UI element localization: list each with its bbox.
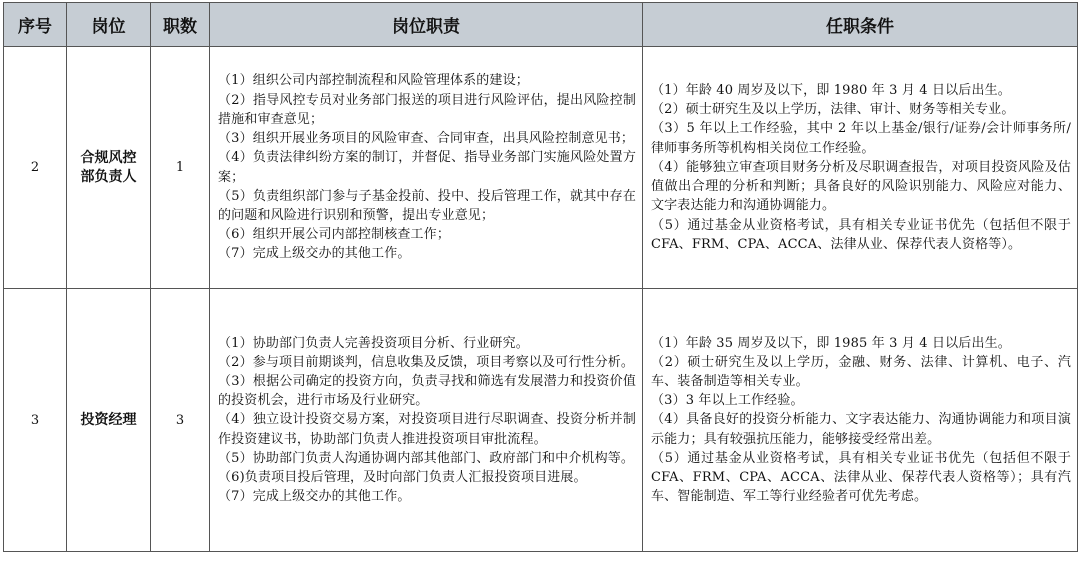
requirement-item: （1）年龄 40 周岁及以下，即 1980 年 3 月 4 日以后出生。	[651, 83, 1011, 99]
position-line: 部负责人	[80, 168, 137, 185]
count-cell: 1	[151, 47, 210, 289]
table-row	[4, 289, 1078, 552]
seq-cell: 2	[4, 47, 67, 289]
count-cell: 3	[151, 289, 210, 552]
duty-item: （5）负责组织部门参与子基金投前、投中、投后管理工作，就其中存在的问题和风险进行识别和预警，提出专业意见；	[218, 188, 636, 223]
requirement-item: （5）通过基金从业资格考试，具有相关专业证书优先（包括但不限于 CFA、FRM、CPA、ACCA、法律从业、保荐代表人资格等）。	[651, 217, 1071, 252]
requirement-item: （3）5 年以上工作经验，其中 2 年以上基金/银行/证券/会计师事务所/律师事务所等机构相关岗位工作经验。	[651, 121, 1071, 156]
position-cell	[67, 289, 151, 552]
requirement-item: （4）具备良好的投资分析能力、文字表达能力、沟通协调能力和项目演示能力；具有较强抗压能力，能够接受经常出差。	[651, 412, 1071, 447]
duty-item: （7）完成上级交办的其他工作。	[218, 489, 411, 505]
requirement-item: （2）硕士研究生及以上学历，金融、财务、法律、计算机、电子、汽车、装备制造等相关专业。	[651, 354, 1071, 389]
header-seq: 序号	[4, 3, 67, 47]
requirement-item: （5）通过基金从业资格考试，具有相关专业证书优先（包括但不限于 CFA、FRM、CPA、ACCA、法律从业、保荐代表人资格等）；具有汽车、智能制造、军工等行业经验者可优先考虑。	[651, 450, 1071, 505]
duty-item: （4）负责法律纠纷方案的制订，并督促、指导业务部门实施风险处置方案；	[218, 150, 636, 185]
duty-item: （3）组织开展业务项目的风险审查、合同审查，出具风险控制意见书；	[218, 131, 635, 147]
position-line: 投资经理	[80, 411, 137, 428]
table-body	[4, 47, 1078, 552]
header-position: 岗位	[67, 3, 151, 47]
job-table	[3, 2, 1078, 552]
duty-item: （1）协助部门负责人完善投资项目分析、行业研究。	[218, 335, 529, 351]
requirement-item: （4）能够独立审查项目财务分析及尽职调查报告，对项目投资风险及估值做出合理的分析和判断；具备良好的风险识别能力、风险应对能力、文字表达能力和沟通协调能力。	[651, 159, 1071, 214]
position-line: 合规风控	[80, 149, 137, 166]
duty-item: （6)负责项目投后管理，及时向部门负责人汇报投资项目进展。	[218, 470, 587, 485]
duty-item: （1）组织公司内部控制流程和风险管理体系的建设；	[218, 73, 529, 89]
requirements-cell	[643, 289, 1078, 552]
duty-item: （5）协助部门负责人沟通协调内部其他部门、政府部门和中介机构等。	[218, 450, 635, 466]
duty-item: （2）指导风控专员对业务部门报送的项目进行风险评估，提出风险控制措施和审查意见；	[218, 92, 636, 127]
requirement-item: （3）3 年以上工作经验。	[651, 393, 804, 409]
duty-item: （6）组织开展公司内部控制核查工作；	[218, 227, 450, 243]
header-duties: 岗位职责	[210, 3, 643, 47]
header-row	[4, 3, 1078, 47]
duty-item: （7）完成上级交办的其他工作。	[218, 246, 411, 262]
header-requirements: 任职条件	[643, 3, 1078, 47]
duties-cell	[210, 289, 643, 552]
position-cell	[67, 47, 151, 289]
header-count: 职数	[151, 3, 210, 47]
requirements-cell	[643, 47, 1078, 289]
table-header	[4, 3, 1078, 47]
duty-item: （4）独立设计投资交易方案，对投资项目进行尽职调查、投资分析并制作投资建议书，协助部门负责人推进投资项目审批流程。	[218, 412, 636, 447]
table-row	[4, 47, 1078, 289]
duties-cell	[210, 47, 643, 289]
requirement-item: （2）硕士研究生及以上学历，法律、审计、财务等相关专业。	[651, 102, 1015, 118]
duty-item: （3）根据公司确定的投资方向，负责寻找和筛选有发展潜力和投资价值的投资机会，进行市场及行业研究。	[218, 373, 636, 409]
seq-cell: 3	[4, 289, 67, 552]
duty-item: （2）参与项目前期谈判，信息收集及反馈，项目考察以及可行性分析。	[218, 354, 635, 370]
requirement-item: （1）年龄 35 周岁及以下，即 1985 年 3 月 4 日以后出生。	[651, 335, 1011, 351]
